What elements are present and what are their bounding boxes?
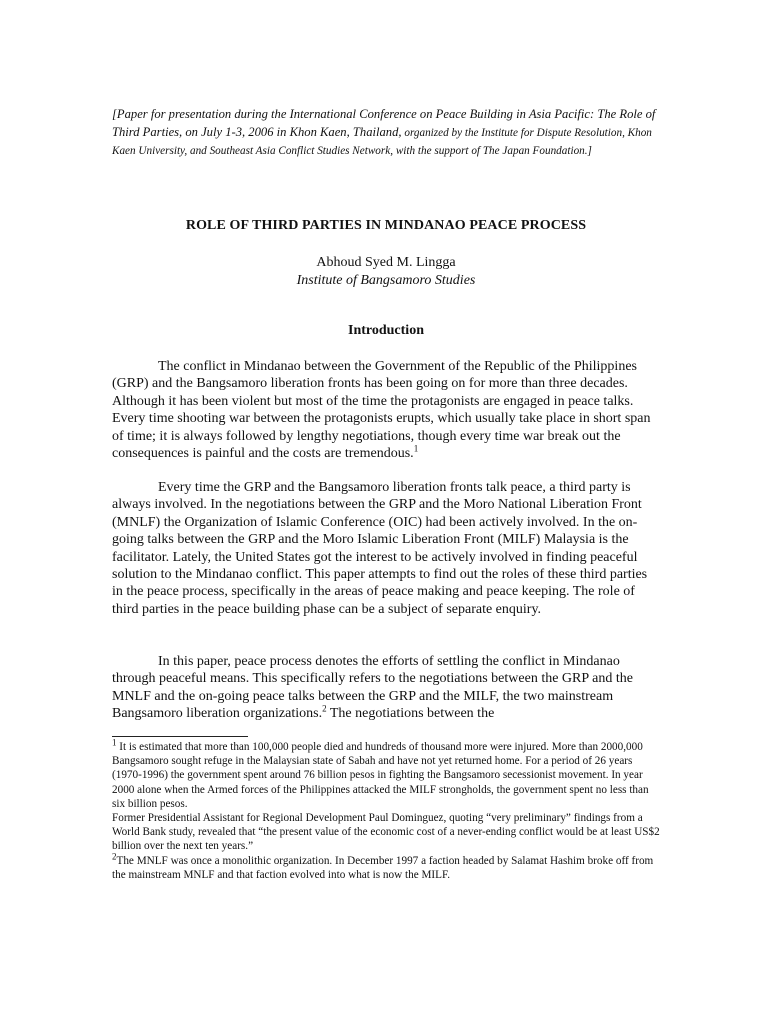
footnotes	[112, 737, 660, 882]
author-affiliation: Institute of Bangsamoro Studies	[296, 273, 476, 288]
footnote-1-marker: 1	[112, 737, 117, 748]
paragraph-3	[112, 653, 660, 723]
footnote-ref-1[interactable]: 1	[413, 443, 419, 454]
footnote-1-text: It is estimated that more than 100,000 people died and hundreds of thousand more were injured. More than 2000,000 Bangsamoro sought refuge in the Malaysian state of Sabah and have not yet returned home. For a period of 26 years (1970-1996) the government spent around 76 billion pesos in fighting the Bangsamoro secessionist movement. In year 2000 alone when the Armed forces of the Philippines attacked the MILF strongholds, the government spent no less than six billion pesos.	[112, 741, 649, 810]
footnote-2-marker: 2	[112, 850, 117, 861]
section-heading-introduction: Introduction	[348, 323, 424, 338]
paragraph-1-text: The conflict in Mindanao between the Government of the Republic of the Philippines (GRP) and the Bangsamoro liberation fronts has been going on for more than three decades. Although it has been violent but most of the time the protagonists are engaged in peace talks. Every time shooting war between the protagonists erupts, which usually take place in short span of time; it is always followed by lengthy negotiations, though every time war break out the consequences is painful and the costs are tremendous.	[112, 359, 651, 462]
paper-title: ROLE OF THIRD PARTIES IN MINDANAO PEACE PROCESS	[185, 218, 587, 233]
footnote-separator	[112, 736, 248, 737]
paragraph-2-text: Every time the GRP and the Bangsamoro liberation fronts talk peace, a third party is always involved. In the negotiations between the GRP and the Moro National Liberation Front (MNLF) the Organization of Islamic Conference (OIC) had been actively involved. In the on-going talks between the GRP and the Moro Islamic Liberation Front (MILF) Malaysia is the facilitator. Lately, the United States got the interest to be actively involved in finding peaceful solution to the Mindanao conflict. This paper attempts to find out the roles of these third parties in the peace process, specifically in the areas of peace making and peace keeping. The role of third parties in the peace building phase can be a subject of separate enquiry.	[112, 480, 648, 617]
footnote-2	[112, 850, 660, 882]
conference-note-main: [Paper for presentation during the International Conference on Peace Building in Asia Pacific: The Role of Third Parties, on July 1-3, 2006 in Khon Kaen, Thailand,	[112, 107, 656, 139]
conference-note-organizers: organized by the Institute for Dispute Resolution, Khon Kaen University, and Southeast Asia Conflict Studies Network, with the support of The Japan Foundation.]	[112, 126, 652, 157]
paragraph-2	[112, 479, 660, 618]
author-name: Abhoud Syed M. Lingga	[316, 255, 456, 270]
paragraph-3-text-a: In this paper, peace process denotes the efforts of settling the conflict in Mindanao through peaceful means. This specifically refers to the negotiations between the GRP and the MNLF and the on-going peace talks between the GRP and the MILF, the two mainstream Bangsamoro liberation organizations.	[112, 654, 633, 722]
footnote-2-text: The MNLF was once a monolithic organization. In December 1997 a faction headed by Salamat Hashim broke off from the mainstream MNLF and that faction evolved into what is now the MILF.	[112, 854, 654, 881]
paragraph-1	[112, 358, 660, 462]
paragraph-3-text-b: The negotiations between the	[326, 706, 495, 722]
footnote-1-continued	[112, 811, 660, 854]
footnote-1	[112, 737, 660, 811]
conference-note	[112, 106, 660, 161]
footnote-ref-2[interactable]: 2	[322, 703, 327, 714]
footnote-1-continued-text: Former Presidential Assistant for Regional Development Paul Dominguez, quoting “very preliminary” findings from a World Bank study, revealed that “the present value of the economic cost of a never-ending conflict would be at least US$2 billion over the next ten years.”	[112, 812, 660, 853]
